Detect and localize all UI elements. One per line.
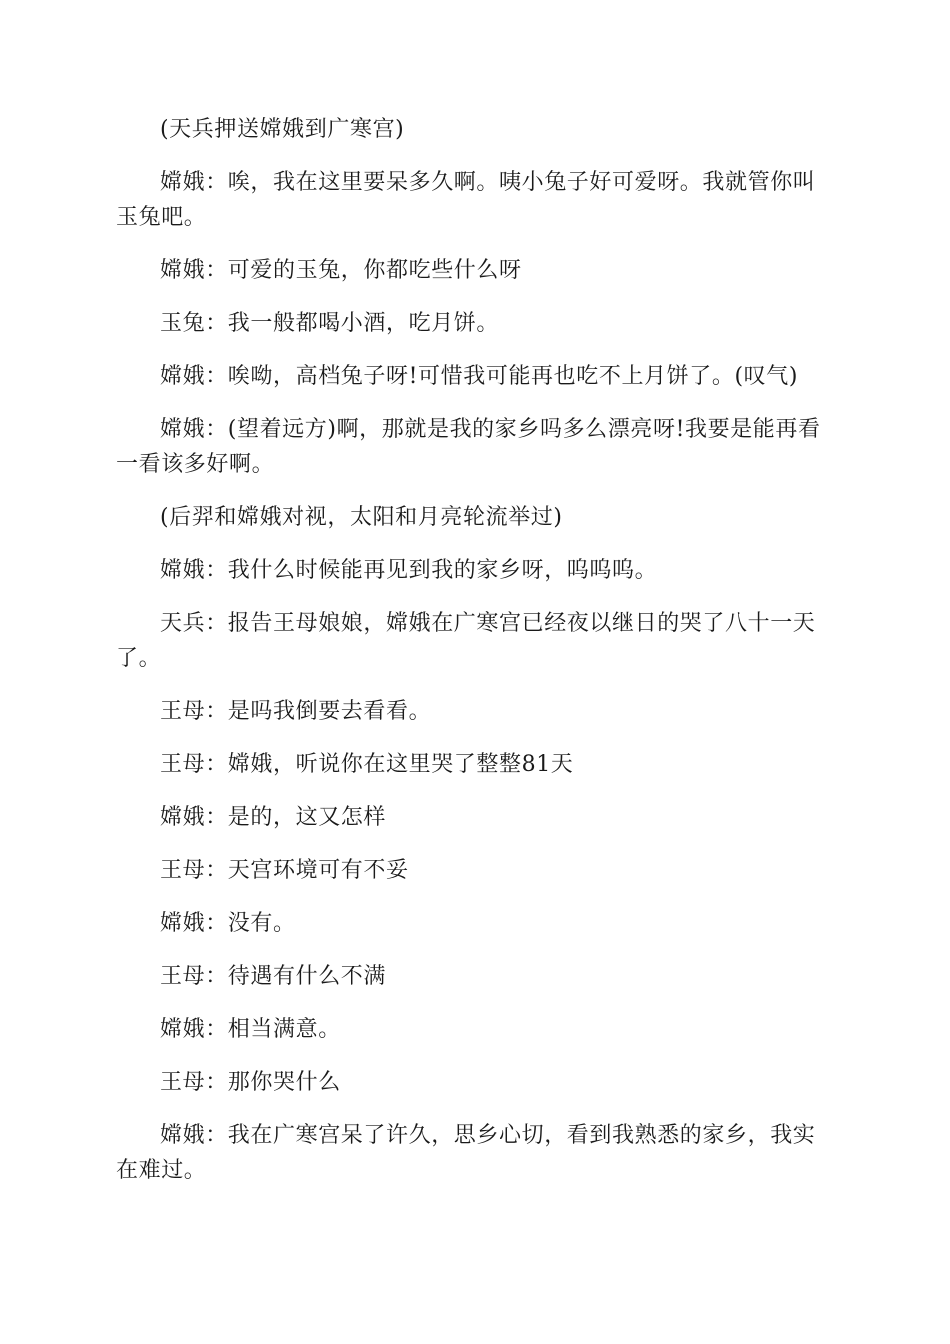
stage-direction: (天兵押送嫦娥到广寒宫) <box>160 117 405 142</box>
dialogue-line: 玉兔：我一般都喝小酒，吃月饼。 <box>160 311 500 336</box>
dialogue-line: 嫦娥：我在广寒宫呆了许久，思乡心切，看到我熟悉的家乡，我实在难过。 <box>116 1123 816 1183</box>
dialogue-line: 嫦娥：相当满意。 <box>160 1017 341 1042</box>
dialogue-line: 嫦娥：可爱的玉兔，你都吃些什么呀 <box>160 258 522 283</box>
dialogue-line: 嫦娥：唉呦，高档兔子呀!可惜我可能再也吃不上月饼了。(叹气) <box>160 364 799 389</box>
dialogue-line: 嫦娥：唉，我在这里要呆多久啊。咦小兔子好可爱呀。我就管你叫玉兔吧。 <box>116 170 816 230</box>
dialogue-line: 嫦娥：(望着远方)啊，那就是我的家乡吗多么漂亮呀!我要是能再看一看该多好啊。 <box>116 417 821 477</box>
dialogue-line: 王母：那你哭什么 <box>160 1070 341 1095</box>
dialogue-line: 王母：天宫环境可有不妥 <box>160 858 409 883</box>
stage-direction: (后羿和嫦娥对视，太阳和月亮轮流举过) <box>160 505 563 530</box>
dialogue-line: 嫦娥：没有。 <box>160 911 296 936</box>
dialogue-line: 王母：是吗我倒要去看看。 <box>160 699 432 724</box>
dialogue-line: 王母：待遇有什么不满 <box>160 964 387 989</box>
dialogue-line: 嫦娥：是的，这又怎样 <box>160 805 387 830</box>
document-body <box>116 112 836 1206</box>
dialogue-line: 天兵：报告王母娘娘，嫦娥在广寒宫已经夜以继日的哭了八十一天了。 <box>116 611 816 671</box>
dialogue-line: 王母：嫦娥，听说你在这里哭了整整81天 <box>160 752 574 777</box>
dialogue-line: 嫦娥：我什么时候能再见到我的家乡呀，呜呜呜。 <box>160 558 658 583</box>
